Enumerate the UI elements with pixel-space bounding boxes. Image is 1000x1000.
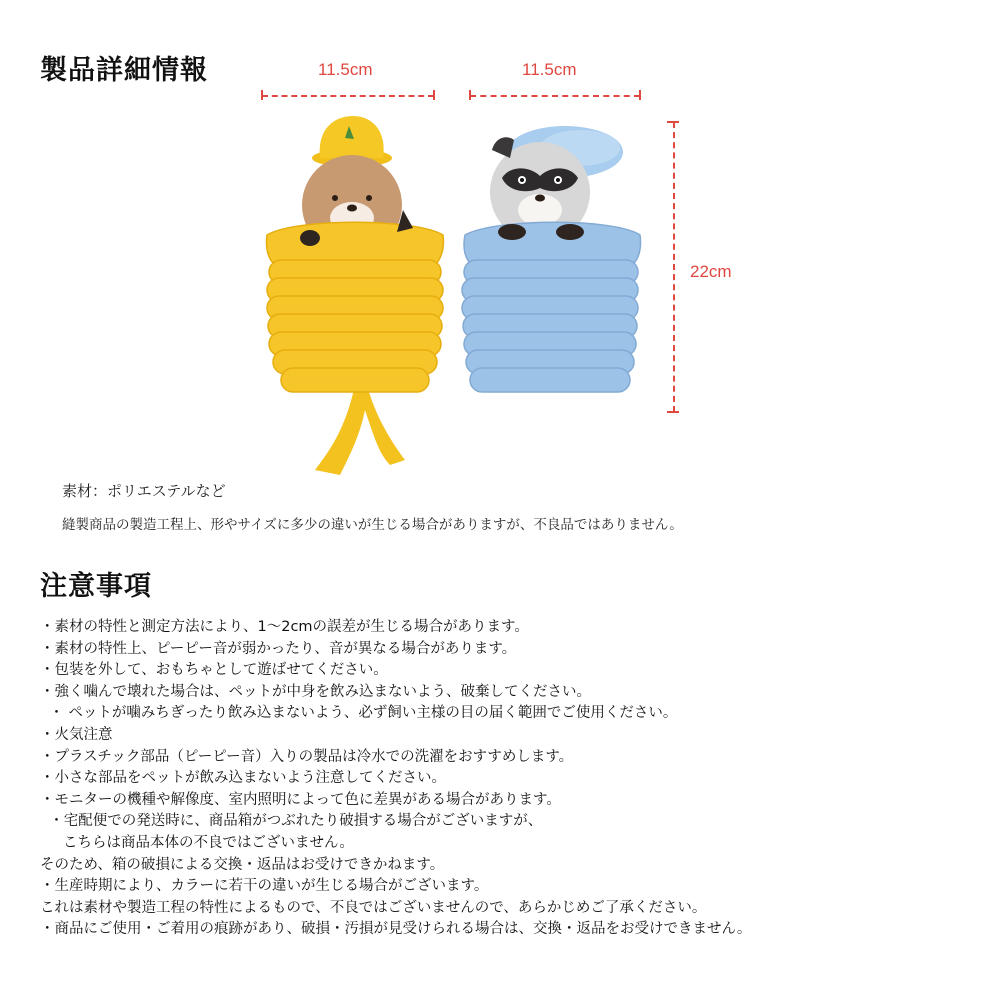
width-left-cap-start xyxy=(261,90,263,100)
caution-item: これは素材や製造工程の特性によるもので、不良ではございませんので、あらかじめご了承ください。 xyxy=(40,899,707,916)
details-title: 製品詳細情報 xyxy=(40,55,208,86)
height-label: 22cm xyxy=(690,262,732,281)
caution-item: ・強く噛んで壊れた場合は、ペットが中身を飲み込まないよう、破棄してください。 xyxy=(40,683,591,700)
height-cap-bottom xyxy=(667,411,679,413)
width-right-cap-start xyxy=(469,90,471,100)
caution-item: ・プラスチック部品（ピーピー音）入りの製品は冷水での洗濯をおすすめします。 xyxy=(40,748,574,765)
width-left-line xyxy=(262,95,434,97)
height-line xyxy=(673,122,675,412)
yellow-toy-image xyxy=(255,110,455,480)
caution-item: ・火気注意 xyxy=(40,726,113,743)
height-cap-top xyxy=(667,121,679,123)
caution-item: ・小さな部品をペットが飲み込まないよう注意してください。 xyxy=(40,770,446,787)
caution-item: ・モニターの機種や解像度、室内照明によって色に差異がある場合があります。 xyxy=(40,791,561,808)
width-right-line xyxy=(470,95,640,97)
width-right-label: 11.5cm xyxy=(522,60,577,79)
caution-list xyxy=(40,617,980,941)
blue-toy-image xyxy=(440,110,650,430)
caution-item: ・ ペットが噛みちぎったり飲み込まないよう、必ず飼い主様の目の届く範囲でご使用ください。 xyxy=(40,705,678,722)
width-left-label: 11.5cm xyxy=(318,60,373,79)
caution-item: ・素材の特性上、ピーピー音が弱かったり、音が異なる場合があります。 xyxy=(40,640,517,657)
caution-item: こちらは商品本体の不良ではございません。 xyxy=(40,834,354,851)
caution-item: ・宅配便での発送時に、商品箱がつぶれたり破損する場合がございますが、 xyxy=(40,813,543,830)
caution-item: ・商品にご使用・ご着用の痕跡があり、破損・汚損が見受けられる場合は、交換・返品をお受けできません。 xyxy=(40,921,752,938)
width-right-cap-end xyxy=(639,90,641,100)
caution-item: ・生産時期により、カラーに若干の違いが生じる場合がございます。 xyxy=(40,878,489,895)
caution-title: 注意事項 xyxy=(40,571,152,602)
width-left-cap-end xyxy=(433,90,435,100)
caution-item: そのため、箱の破損による交換・返品はお受けできかねます。 xyxy=(40,856,445,873)
caution-item: ・包装を外して、おもちゃとして遊ばせてください。 xyxy=(40,662,388,679)
material-text: 素材：ポリエステルなど xyxy=(62,482,226,500)
sewing-note: 縫製商品の製造工程上、形やサイズに多少の違いが生じる場合がありますが、不良品ではありません。 xyxy=(62,517,683,533)
caution-item: ・素材の特性と測定方法により、1〜2cmの誤差が生じる場合があります。 xyxy=(40,619,529,635)
